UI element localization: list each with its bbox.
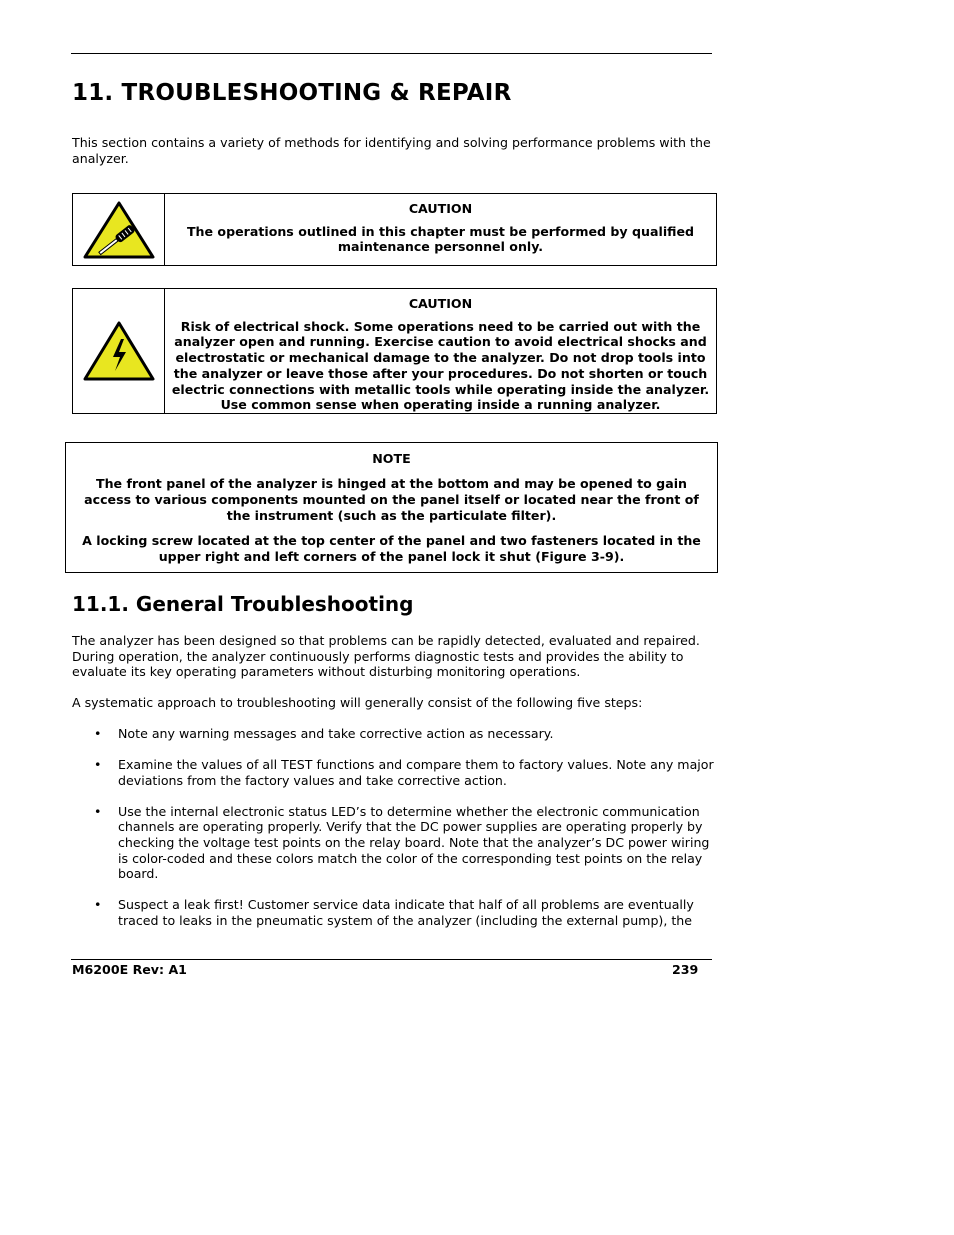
footer-document-id: M6200E Rev: A1 (72, 962, 187, 977)
systematic-paragraph: A systematic approach to troubleshooting will generally consist of the following five steps: (72, 695, 643, 710)
list-item: • Suspect a leak first! Customer service data indicate that half of all problems are eventually traced to leaks in the pneumatic system of the analyzer (including the external pump), the (94, 897, 694, 928)
general-paragraph: The analyzer has been designed so that problems can be rapidly detected, evaluated and repaired. During operation, the analyzer continuously performs diagnostic tests and provides the ability to evaluate its key operating parameters without disturbing monitoring operations. (72, 633, 700, 680)
chapter-title: 11. TROUBLESHOOTING & REPAIR (72, 80, 512, 106)
caution-title: CAUTION (408, 201, 473, 216)
bullet-icon: • (94, 897, 102, 913)
list-item: • Note any warning messages and take corrective action as necessary. (94, 726, 554, 741)
caution-box-electrical (72, 288, 717, 414)
bullet-icon: • (94, 757, 102, 773)
caution-text: Risk of electrical shock. Some operations need to be carried out with the analyzer open and running. Exercise caution to avoid electrical shocks and electrostatic or mechanical damage to the analyzer. Do not drop tools into the analyzer or leave those after your procedures. Do not shorten or touch electric connections with metallic tools while operating inside the analyzer. Use common sense when operating inside a running analyzer. (171, 318, 710, 413)
steps-list (94, 726, 714, 944)
bullet-icon: • (94, 726, 102, 741)
bullet-icon: • (94, 803, 102, 819)
screwdriver-warning-icon (73, 194, 165, 265)
list-item: • Examine the values of all TEST functions and compare them to factory values. Note any major deviations from the factory values and take corrective action. (94, 757, 714, 788)
section-title: 11.1. General Troubleshooting (72, 592, 414, 616)
note-box (65, 442, 718, 573)
caution-box-maintenance (72, 193, 717, 266)
caution-text: The operations outlined in this chapter must be performed by qualified maintenance personnel only. (186, 223, 695, 255)
note-paragraph: The front panel of the analyzer is hinged at the bottom and may be opened to gain access to various components mounted on the panel itself or located near the front of the instrument (such as the particulate filter). (84, 476, 699, 523)
intro-paragraph: This section contains a variety of methods for identifying and solving performance problems with the analyzer. (72, 135, 711, 166)
caution-title: CAUTION (408, 296, 473, 311)
note-paragraph: A locking screw located at the top center of the panel and two fasteners located in the upper right and left corners of the panel lock it shut (Figure 3-9). (82, 533, 701, 564)
note-title: NOTE (372, 451, 411, 466)
header-rule (71, 53, 712, 54)
footer-rule (71, 959, 712, 960)
list-item: • Use the internal electronic status LED’s to determine whether the electronic communication channels are operating properly. Verify that the DC power supplies are operating properly by checking the voltage test points on the relay board. Note that the analyzer’s DC power wiring is color-coded and these colors match the color of the corresponding test points on the relay board. (94, 803, 710, 882)
electrical-shock-warning-icon (73, 289, 165, 413)
page-number: 239 (672, 962, 699, 977)
